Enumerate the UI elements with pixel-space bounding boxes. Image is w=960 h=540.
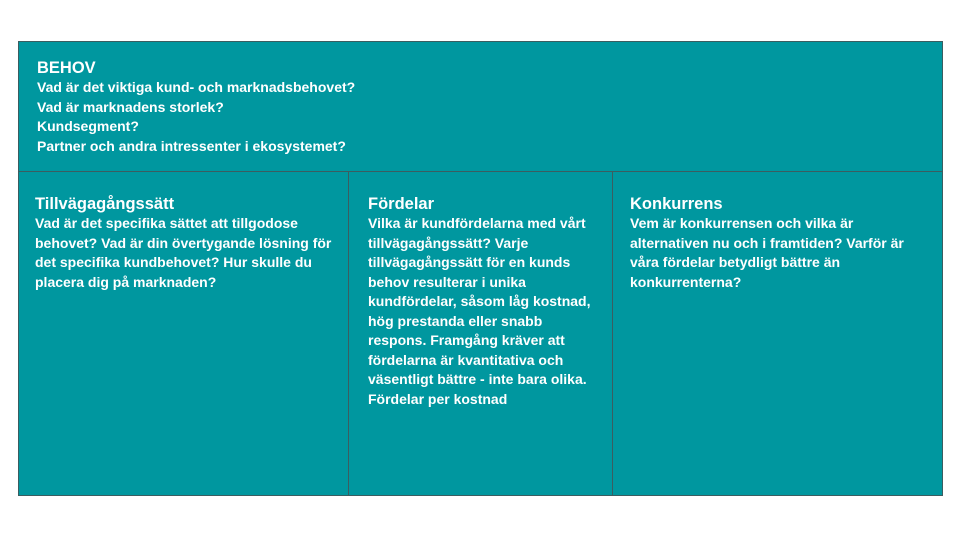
behov-heading: BEHOV — [37, 59, 96, 77]
behov-question: Vad är det viktiga kund- och marknadsbehovet? — [37, 79, 356, 95]
behov-question: Kundsegment? — [37, 118, 139, 134]
fordelar-body: Vilka är kundfördelarna med vårt tillvägagångssätt? Varje tillvägagångssätt för en kunds behov resulterar i unika kundfördelar, såsom låg kostnad, hög prestanda eller snabb respons. Framgång kräver att fördelarna är kvantitativa och väsentligt bättre - inte bara olika. Fördelar per kostnad — [368, 215, 591, 407]
konkurrens-body: Vem är konkurrensen och vilka är alternativen nu och i framtiden? Varför är våra fördelar betydligt bättre än konkurrenterna? — [630, 215, 904, 290]
behov-questions — [37, 78, 942, 156]
konkurrens-box — [612, 171, 943, 496]
tillvagagangssatt-body: Vad är det specifika sättet att tillgodose behovet? Vad är din övertygande lösning för det specifika kundbehovet? Hur skulle du placera dig på marknaden? — [35, 215, 332, 290]
fordelar-heading: Fördelar — [368, 195, 435, 213]
behov-box — [18, 41, 943, 172]
tillvagagangssatt-box — [18, 171, 349, 496]
behov-question: Partner och andra intressenter i ekosystemet? — [37, 137, 346, 154]
konkurrens-heading: Konkurrens — [630, 195, 723, 213]
fordelar-box — [348, 171, 613, 496]
behov-question: Vad är marknadens storlek? — [37, 98, 224, 115]
tillvagagangssatt-heading: Tillvägagångssätt — [35, 195, 175, 213]
